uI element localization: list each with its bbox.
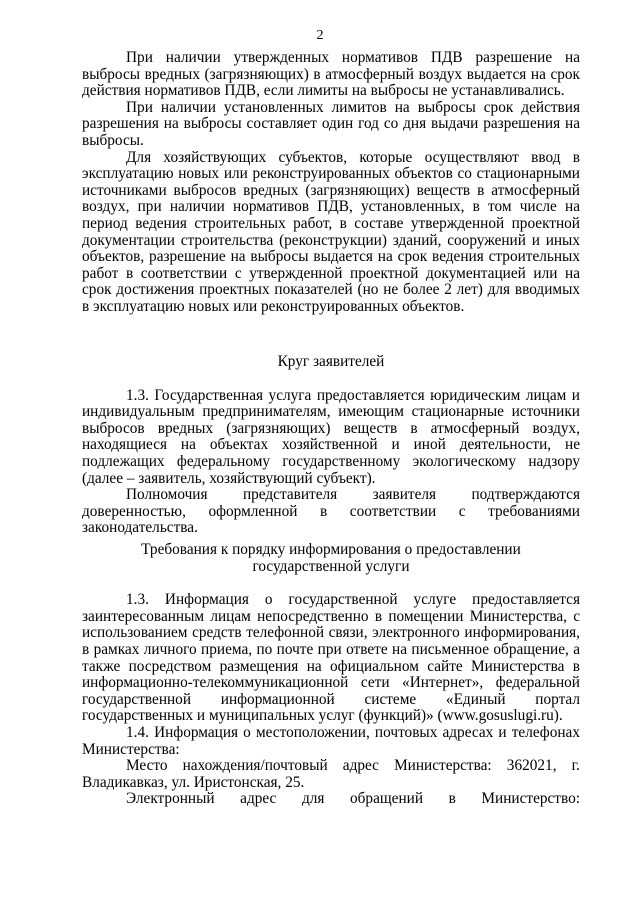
paragraph-1-3-applicants: 1.3. Государственная услуга предоставляется юридическим лицам и индивидуальным предпринимателям, имеющим стационарные источники выбросов вредных (загрязняющих) веществ в атмосферный воздух, находящиеся на объектах хозяйственной и иной деятельности, не подлежащих федеральному государственному экологическому надзору (далее – заявитель, хозяйствующий субъект). [82, 386, 580, 487]
paragraph-address: Место нахождения/почтовый адрес Министерства: 362021, г. Владикавказ, ул. Иристонская, 25. [82, 757, 580, 791]
informing-section [82, 542, 580, 808]
intro-section [82, 50, 580, 316]
applicants-section [82, 354, 580, 537]
paragraph-pdv-permit: При наличии утвержденных нормативов ПДВ разрешение на выбросы вредных (загрязняющих) в атмосферный воздух выдается на срок действия нормативов ПДВ, если лимиты на выбросы не устанавливались. [82, 49, 580, 100]
paragraph-email: Электронный адрес для обращений в Министерство: [126, 790, 580, 808]
heading-applicants: Круг заявителей [277, 353, 385, 370]
page-number: 2 [316, 28, 324, 43]
paragraph-limits-permit: При наличии установленных лимитов на выбросы срок действия разрешения на выбросы составляет один год со дня выдачи разрешения на выбросы. [82, 98, 580, 149]
heading-informing-line1: Требования к порядку информирования о предоставлении [141, 541, 521, 558]
paragraph-new-objects: Для хозяйствующих субъектов, которые осуществляют ввод в эксплуатацию новых или реконструированных объектов со стационарными источниками выбросов вредных (загрязняющих) веществ в атмосферный воздух, при наличии нормативов ПДВ, установленных, в том числе на период ведения строительных работ, в составе утвержденной проектной документации строительства (реконструкции) зданий, сооружений и иных объектов, разрешение на выбросы выдается на срок ведения строительных работ в соответствии с утвержденной проектной документацией или на срок достижения проектных показателей (но не более 2 лет) для вводимых в эксплуатацию новых или реконструированных объектов. [82, 148, 580, 315]
paragraph-1-3-information: 1.3. Информация о государственной услуге предоставляется заинтересованным лицам непосредственно в помещении Министерства, с использованием средств телефонной связи, электронного информирования, в рамках личного приема, по почте при ответе на письменное обращение, а также посредством размещения на официальном сайте Министерства в информационно-телекоммуникационной сети «Интернет», федеральной государственной информационной системе «Единый портал государственных и муниципальных услуг (функций)» (www.gosuslugi.ru). [82, 591, 580, 725]
heading-informing-line2: государственной услуги [252, 557, 410, 575]
paragraph-1-4-location: 1.4. Информация о местоположении, почтовых адресах и телефонах Министерства: [82, 723, 580, 758]
paragraph-representative: Полномочия представителя заявителя подтверждаются доверенностью, оформленной в соответствии с требованиями законодательства. [82, 486, 580, 537]
